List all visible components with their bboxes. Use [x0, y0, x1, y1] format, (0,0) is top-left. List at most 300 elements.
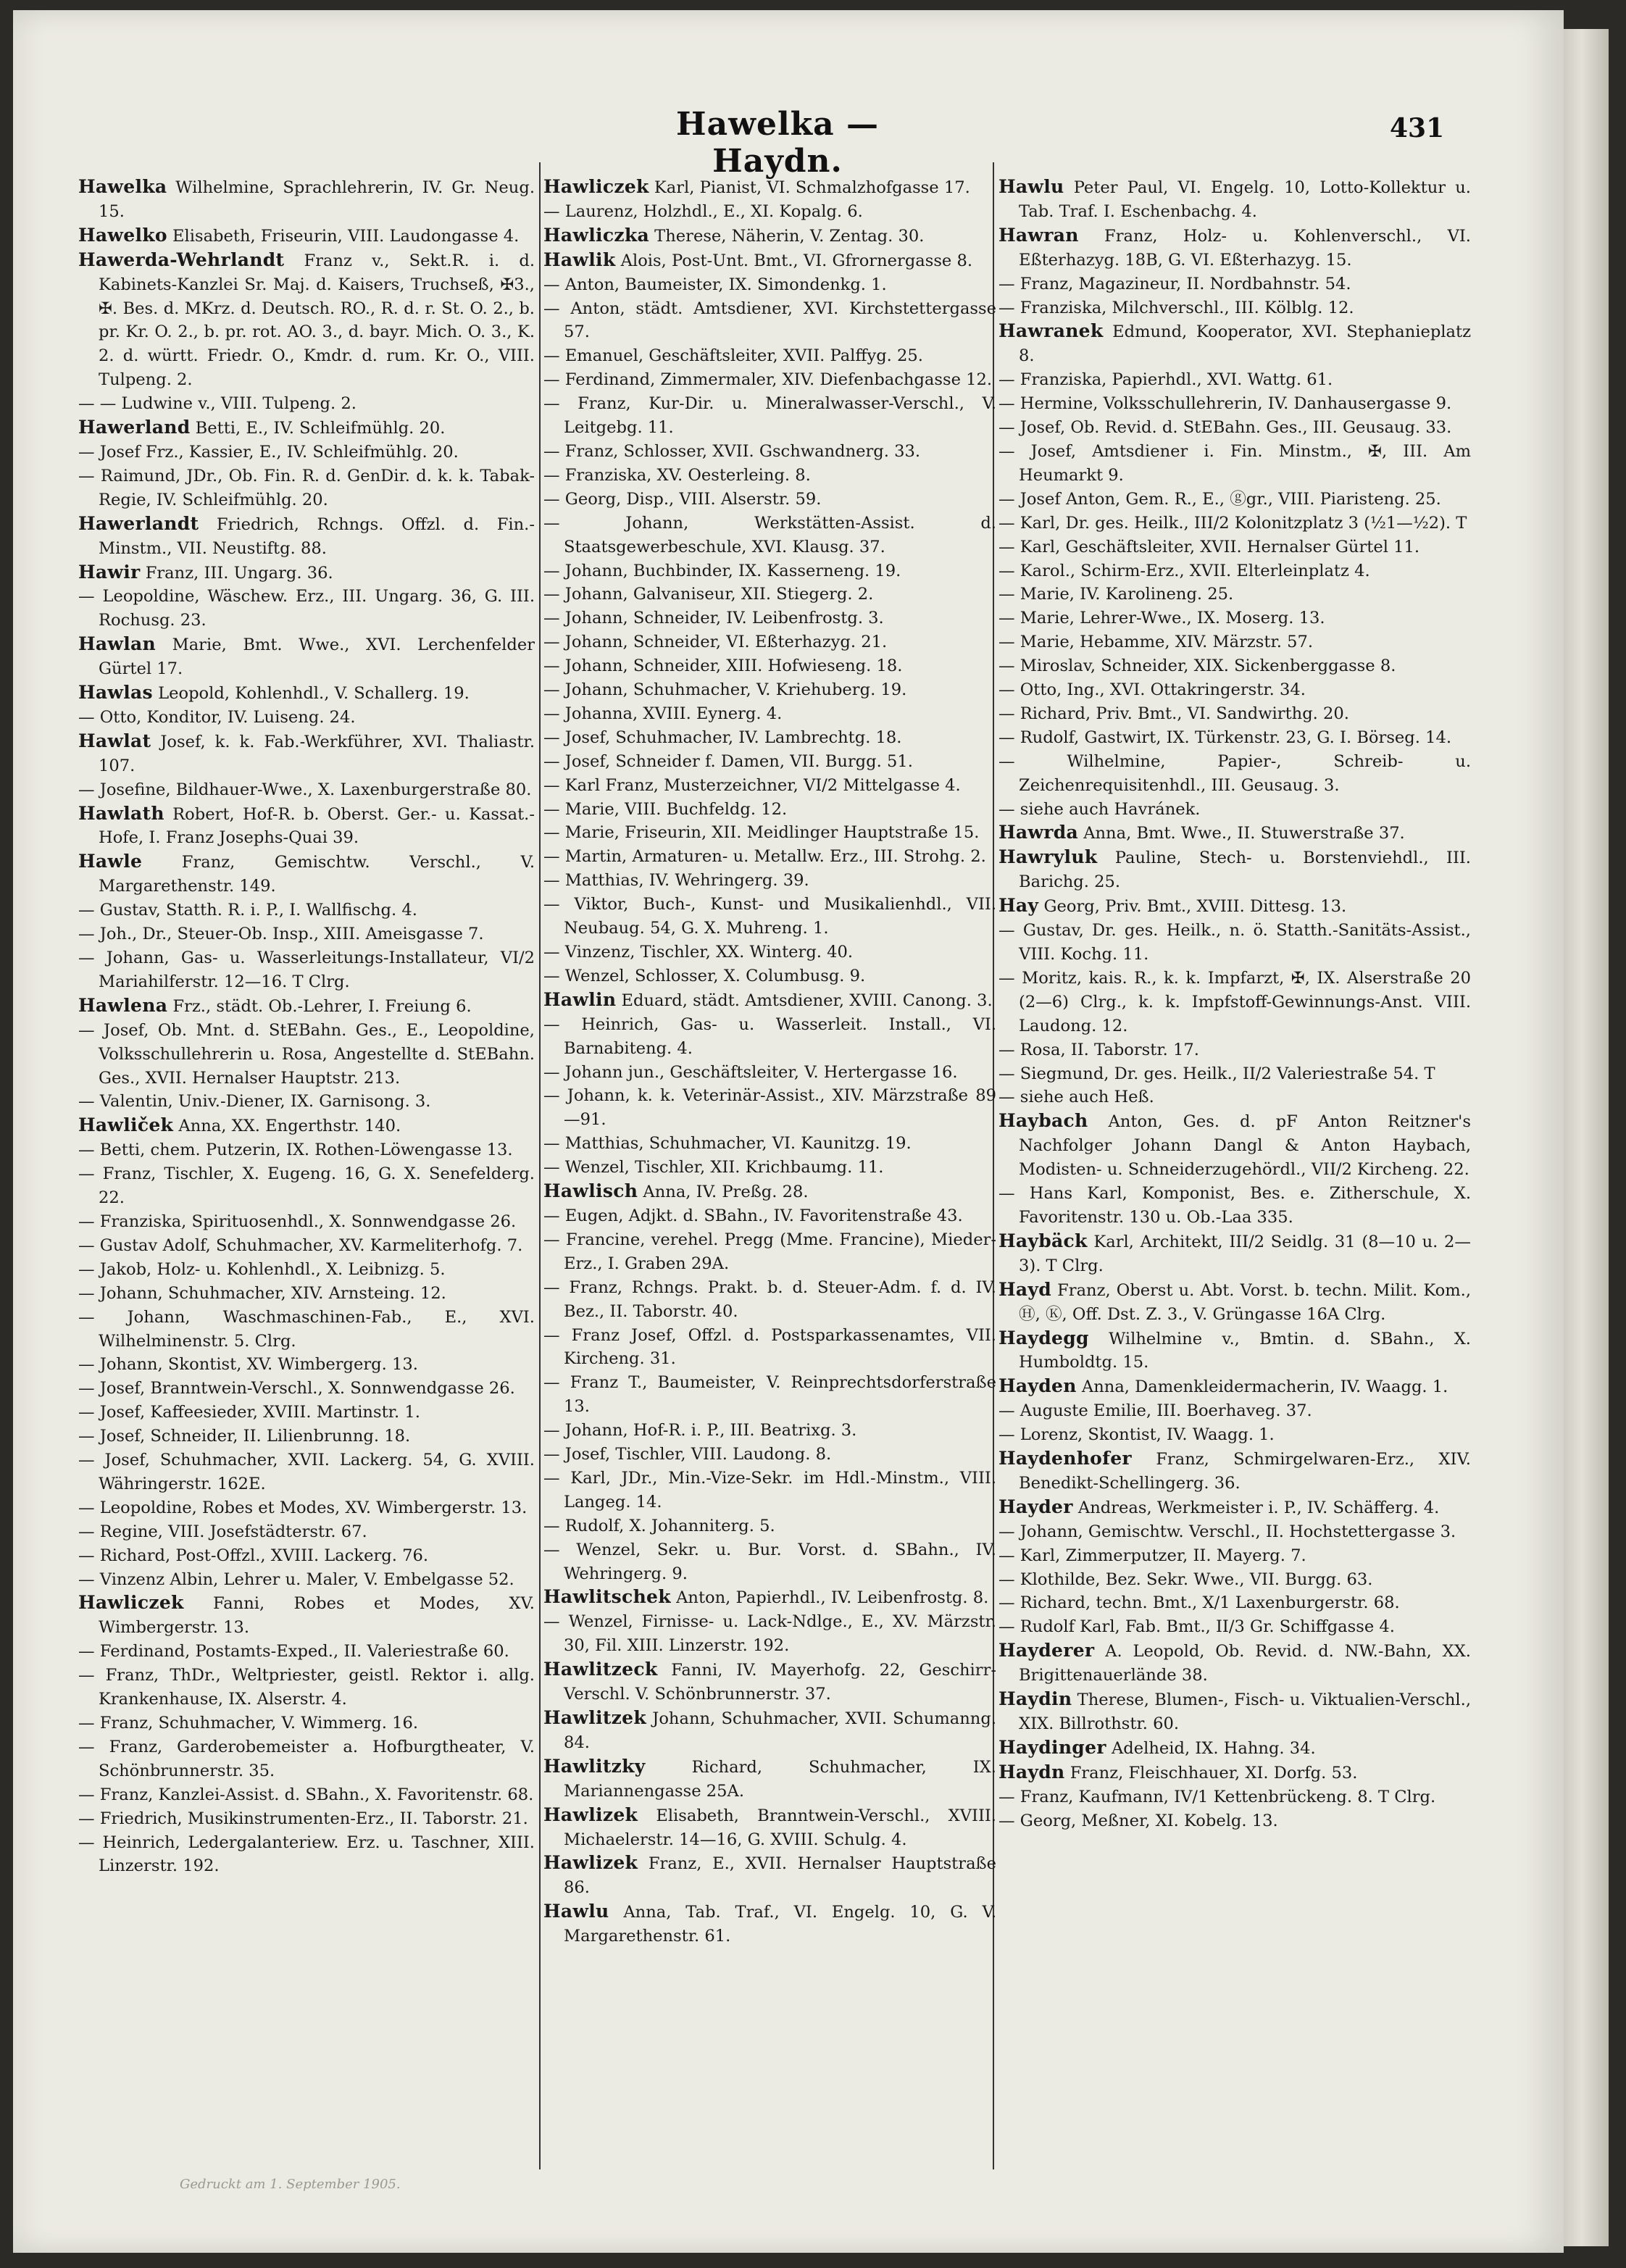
entry-surname: Hawlitschek	[543, 1586, 671, 1608]
directory-entry	[543, 702, 996, 726]
directory-entry	[998, 750, 1471, 798]
entry-details: — Josef, Ob. Mnt. d. StEBahn. Ges., E., Leopoldine, Volksschullehrerin u. Rosa, Angestellte d. StEBahn. Ges., XVII. Hernalser Hauptstr. 213.	[78, 1020, 535, 1088]
directory-entry	[78, 1712, 535, 1735]
entry-details: — Josefine, Bildhauer-Wwe., X. Laxenburgerstraße 80.	[78, 780, 532, 799]
directory-entry	[998, 1544, 1471, 1568]
entry-details: — Klothilde, Bez. Sekr. Wwe., VII. Burgg. 63.	[998, 1569, 1373, 1589]
entry-details: — Gustav, Statth. R. i. P., I. Wallfischg. 4.	[78, 901, 417, 920]
entry-surname: Hawlitzeck	[543, 1659, 658, 1680]
directory-entry	[543, 249, 996, 273]
entry-details: — Johann, Schneider, XIII. Hofwieseng. 18.	[543, 656, 903, 676]
entry-details: — Franz, Schuhmacher, V. Wimmerg. 16.	[78, 1714, 419, 1733]
directory-entry	[543, 583, 996, 606]
directory-entry	[78, 1640, 535, 1664]
entry-details: — Wenzel, Firnisse- u. Lack-Ndlge., E., XV. Märzstr. 30, Fil. XIII. Linzerstr. 192.	[543, 1612, 996, 1656]
directory-entry	[78, 1735, 535, 1783]
entry-details: — Regine, VIII. Josefstädterstr. 67.	[78, 1522, 367, 1541]
directory-entry	[78, 441, 535, 464]
entry-details: — Wenzel, Schlosser, X. Columbusg. 9.	[543, 966, 866, 985]
entry-details: Alois, Post-Unt. Bmt., VI. Gfrornergasse 8.	[620, 251, 973, 270]
entry-details: — Franz, ThDr., Weltpriester, geistl. Rektor i. allg. Krankenhause, IX. Alserstr. 4.	[78, 1666, 535, 1709]
directory-entry	[78, 1019, 535, 1091]
entry-details: Karl, Pianist, VI. Schmalzhofgasse 17.	[654, 178, 970, 197]
entry-details: — Franz Josef, Offzl. d. Postsparkassenamtes, VII. Kircheng. 31.	[543, 1325, 996, 1369]
directory-entry	[998, 1327, 1471, 1375]
directory-entry	[543, 1658, 996, 1706]
entry-details: — siehe auch Heß.	[998, 1088, 1154, 1107]
entry-details: Franz, Holz- u. Kohlenverschl., VI. Eßterhazyg. 18B, G. VI. Eßterhazyg. 15.	[1019, 226, 1471, 270]
directory-entry	[998, 678, 1471, 702]
entry-details: — Friedrich, Musikinstrumenten-Erz., II. Taborstr. 21.	[78, 1809, 528, 1828]
entry-details: — Georg, Disp., VIII. Alserstr. 59.	[543, 489, 822, 509]
entry-details: — Wenzel, Sekr. u. Bur. Vorst. d. SBahn., IV. Wehringerg. 9.	[543, 1540, 996, 1583]
entry-details: — Lorenz, Skontist, IV. Waagg. 1.	[998, 1425, 1275, 1445]
entry-details: Marie, Bmt. Wwe., XVI. Lerchenfelder Gürtel 17.	[99, 635, 535, 679]
directory-entry	[998, 583, 1471, 606]
entry-details: Anna, Bmt. Wwe., II. Stuwerstraße 37.	[1083, 824, 1405, 843]
directory-entry	[998, 1591, 1471, 1615]
directory-entry	[543, 654, 996, 678]
entry-surname: Haybäck	[998, 1230, 1088, 1251]
directory-entry	[78, 681, 535, 706]
entry-details: Robert, Hof-R. b. Oberst. Ger.- u. Kassat.-Hofe, I. Franz Josephs-Quai 39.	[99, 804, 535, 848]
entry-surname: Hayd	[998, 1278, 1052, 1300]
directory-entry	[78, 1544, 535, 1568]
entry-details: — Franz, Magazineur, II. Nordbahnstr. 54.	[998, 274, 1351, 293]
entry-details: — Josef, Amtsdiener i. Fin. Minstm., ✠, III. Am Heumarkt 9.	[998, 441, 1471, 485]
entry-details: — Franziska, Spirituosenhdl., X. Sonnwendgasse 26.	[78, 1212, 517, 1231]
entry-surname: Hawlath	[78, 802, 164, 824]
entry-details: — Siegmund, Dr. ges. Heilk., II/2 Valeriestraße 54. T	[998, 1064, 1435, 1083]
column-2	[543, 175, 996, 2233]
directory-entry	[998, 702, 1471, 726]
directory-entry	[998, 1182, 1471, 1230]
print-note: Gedruckt am 1. September 1905.	[180, 2177, 401, 2192]
entry-surname: Hawerland	[78, 417, 191, 438]
entry-details: — Martin, Armaturen- u. Metallw. Erz., III. Strohg. 2.	[543, 847, 986, 867]
entry-details: Therese, Blumen-, Fisch- u. Viktualien-Verschl., XIX. Billrothstr. 60.	[1019, 1690, 1471, 1733]
directory-entry	[998, 919, 1471, 967]
entry-details: — Josef, Ob. Revid. d. StEBahn. Ges., III. Geusaug. 33.	[998, 418, 1452, 438]
entry-surname: Hawlizek	[543, 1804, 638, 1825]
entry-surname: Haydegg	[998, 1327, 1089, 1348]
directory-entry	[543, 1084, 996, 1132]
entry-details: — Josef Anton, Gem. R., E., ⓖgr., VIII. Piaristeng. 25.	[998, 489, 1441, 509]
entry-details: Franz, E., XVII. Hernalser Hauptstraße 86.	[564, 1854, 996, 1898]
directory-entry	[543, 1538, 996, 1586]
entry-details: — Franz T., Baumeister, V. Reinprechtsdorferstraße 13.	[543, 1373, 996, 1417]
entry-details: — Otto, Ing., XVI. Ottakringerstr. 34.	[998, 680, 1306, 700]
entry-details: — Karl Franz, Musterzeichner, VI/2 Mittelgasse 4.	[543, 775, 961, 795]
directory-entry	[543, 941, 996, 964]
directory-entry	[543, 1324, 996, 1372]
entry-details: — Rudolf, X. Johanniterg. 5.	[543, 1516, 775, 1535]
directory-entry	[78, 1353, 535, 1377]
entry-details: Georg, Priv. Bmt., XVIII. Dittesg. 13.	[1043, 897, 1347, 917]
entry-details: Betti, E., IV. Schleifmühlg. 20.	[195, 419, 446, 438]
entry-details: — Marie, Friseurin, XII. Meidlinger Hauptstraße 15.	[543, 823, 980, 843]
entry-surname: Haydn	[998, 1761, 1065, 1783]
entry-details: — Miroslav, Schneider, XIX. Sickenberggasse 8.	[998, 656, 1396, 676]
entry-details: — Viktor, Buch-, Kunst- und Musikalienhdl., VII. Neubaug. 54, G. X. Muhreng. 1.	[543, 895, 996, 938]
page-header	[13, 106, 1564, 180]
directory-entry	[543, 1514, 996, 1538]
directory-entry	[543, 464, 996, 488]
column-3	[998, 175, 1471, 2233]
directory-entry	[78, 1831, 535, 1879]
entry-details: Johann, Schuhmacher, XVII. Schumanng. 84.	[564, 1709, 996, 1752]
directory-entry	[78, 1114, 535, 1138]
directory-entry	[78, 1425, 535, 1448]
directory-entry	[998, 1520, 1471, 1544]
entry-details: — Johann, Gemischtw. Verschl., II. Hochstettergasse 3.	[998, 1522, 1456, 1541]
directory-entry	[543, 440, 996, 464]
directory-entry	[998, 654, 1471, 678]
entry-details: Pauline, Stech- u. Borstenviehdl., III. Barichg. 25.	[1019, 849, 1471, 892]
entry-details: — Franz, Rchngs. Prakt. b. d. Steuer-Adm. f. d. IV. Bez., II. Taborstr. 40.	[543, 1277, 996, 1321]
entry-details: Franz, Oberst u. Abt. Vorst. b. techn. Milit. Kom., Ⓗ, Ⓚ, Off. Dst. Z. 3., V. Grüngasse 16A Clrg.	[1019, 1280, 1471, 1324]
entry-details: — Rudolf Karl, Fab. Bmt., II/3 Gr. Schiffgasse 4.	[998, 1617, 1395, 1637]
directory-entry	[543, 1419, 996, 1443]
directory-entry	[78, 561, 535, 585]
entry-surname: Haydinger	[998, 1736, 1106, 1758]
directory-entry	[998, 392, 1471, 416]
directory-entry	[78, 899, 535, 922]
directory-entry	[543, 200, 996, 224]
entry-details: — Franz, Garderobemeister a. Hofburgtheater, V. Schönbrunnerstr. 35.	[78, 1737, 535, 1780]
entry-details: — Johann, Gas- u. Wasserleitungs-Installateur, VI/2 Mariahilferstr. 12—16. T Clrg.	[78, 949, 535, 991]
directory-entry	[543, 1900, 996, 1948]
entry-details: — Johann, Skontist, XV. Wimbergerg. 13.	[78, 1355, 418, 1375]
directory-entry	[543, 606, 996, 630]
entry-details: — Marie, Lehrer-Wwe., IX. Moserg. 13.	[998, 609, 1325, 628]
directory-entry	[543, 821, 996, 845]
directory-entry	[998, 1809, 1471, 1833]
entry-surname: Hawlisch	[543, 1180, 638, 1202]
entry-details: — Karl, Geschäftsleiter, XVII. Hernalser Gürtel 11.	[998, 537, 1420, 556]
entry-details: — Richard, techn. Bmt., X/1 Laxenburgerstr. 68.	[998, 1593, 1400, 1613]
directory-page	[13, 10, 1564, 2253]
entry-details: — Georg, Meßner, XI. Kobelg. 13.	[998, 1811, 1278, 1830]
directory-entry	[78, 706, 535, 730]
entry-details: — Franz, Schlosser, XVII. Gschwandnerg. 33.	[543, 441, 921, 461]
entry-details: — Ferdinand, Zimmermaler, XIV. Diefenbachgasse 12.	[543, 370, 993, 390]
entry-details: — Marie, IV. Karolineng. 25.	[998, 585, 1234, 604]
entry-details: Anton, Papierhdl., IV. Leibenfrostg. 8.	[676, 1588, 989, 1608]
entry-surname: Hawlu	[998, 176, 1064, 197]
entry-details: Leopold, Kohlenhdl., V. Schallerg. 19.	[158, 684, 470, 704]
directory-entry	[543, 1180, 996, 1204]
directory-entry	[78, 1591, 535, 1640]
directory-entry	[78, 1282, 535, 1306]
directory-entry	[78, 922, 535, 946]
directory-entry	[543, 869, 996, 893]
directory-entry	[78, 1807, 535, 1831]
directory-entry	[543, 1371, 996, 1419]
directory-entry	[998, 821, 1471, 846]
entry-details: Anna, IV. Preßg. 28.	[643, 1183, 809, 1202]
entry-details: — Josef, Kaffeesieder, XVIII. Martinstr. 1.	[78, 1403, 420, 1422]
entry-details: — Raimund, JDr., Ob. Fin. R. d. GenDir. d. k. k. Tabak-Regie, IV. Schleifmühlg. 20.	[78, 466, 535, 509]
entry-surname: Hawran	[998, 224, 1079, 246]
entry-surname: Hawerlandt	[78, 512, 199, 534]
entry-details: — Johann, Hof-R. i. P., III. Beatrixg. 3.	[543, 1421, 857, 1441]
entry-details: — Moritz, kais. R., k. k. Impfarzt, ✠, IX. Alserstraße 20 (2—6) Clrg., k. k. Impfstoff-Gewinnungs-Anst. VIII. Laudong. 12.	[998, 968, 1471, 1035]
entry-details: — Heinrich, Gas- u. Wasserleit. Install., VI. Barnabiteng. 4.	[543, 1014, 996, 1058]
entry-details: — Vinzenz Albin, Lehrer u. Maler, V. Embelgasse 52.	[78, 1569, 514, 1589]
directory-entry	[78, 946, 535, 994]
directory-entry	[998, 1375, 1471, 1399]
directory-entry	[543, 1204, 996, 1228]
directory-entry	[78, 1448, 535, 1496]
entry-surname: Haybach	[998, 1110, 1088, 1132]
entry-details: Franz, III. Ungarg. 36.	[145, 563, 333, 583]
entry-details: — Eugen, Adjkt. d. SBahn., IV. Favoritenstraße 43.	[543, 1206, 963, 1225]
entry-surname: Hawlitzek	[543, 1707, 647, 1728]
entry-details: Anna, Tab. Traf., VI. Engelg. 10, G. V. Margarethenstr. 61.	[564, 1903, 996, 1946]
page-edge	[1564, 29, 1609, 2246]
directory-entry	[78, 464, 535, 512]
entry-details: — Franziska, XV. Oesterleing. 8.	[543, 465, 811, 485]
directory-entry	[543, 1610, 996, 1658]
entry-details: — Emanuel, Geschäftsleiter, XVII. Palffyg. 25.	[543, 346, 923, 366]
entry-details: Andreas, Werkmeister i. P., IV. Schäfferg. 4.	[1077, 1498, 1440, 1517]
directory-entry	[78, 224, 535, 249]
entry-details: — Johann, Schneider, VI. Eßterhazyg. 21.	[543, 633, 888, 652]
entry-details: — Gustav Adolf, Schuhmacher, XV. Karmeliterhofg. 7.	[78, 1235, 523, 1255]
directory-entry	[543, 224, 996, 249]
directory-entry	[998, 1399, 1471, 1423]
entry-details: — Richard, Post-Offzl., XVIII. Lackerg. 76.	[78, 1546, 429, 1565]
directory-entry	[78, 1496, 535, 1520]
directory-entry	[543, 774, 996, 798]
directory-entry	[543, 1276, 996, 1324]
directory-entry	[543, 175, 996, 200]
directory-entry	[543, 964, 996, 988]
entry-details: — Auguste Emilie, III. Boerhaveg. 37.	[998, 1401, 1312, 1421]
entry-surname: Hayden	[998, 1375, 1077, 1397]
directory-entry	[998, 320, 1471, 368]
directory-entry	[78, 175, 535, 224]
directory-entry	[998, 1109, 1471, 1182]
page-number: 431	[1390, 113, 1445, 143]
directory-entry	[543, 1156, 996, 1180]
entry-details: — Francine, verehel. Pregg (Mme. Francine), Mieder-Erz., I. Graben 29A.	[543, 1230, 996, 1273]
entry-details: — Johann, k. k. Veterinär-Assist., XIV. Märzstraße 89—91.	[543, 1086, 996, 1130]
directory-entry	[998, 1639, 1471, 1688]
entry-details: — Josef, Schuhmacher, XVII. Lackerg. 54, G. XVIII. Währingerstr. 162E.	[78, 1451, 535, 1493]
directory-entry	[543, 1467, 996, 1514]
entry-surname: Hawrda	[998, 822, 1078, 843]
directory-entry	[78, 778, 535, 802]
entry-details: — Franz, Kur-Dir. u. Mineralwasser-Verschl., V. Leitgebg. 11.	[543, 394, 996, 438]
directory-entry	[998, 175, 1471, 224]
directory-entry	[543, 512, 996, 559]
entry-details: — Wenzel, Tischler, XII. Krichbaumg. 11.	[543, 1158, 884, 1177]
entry-details: — Anton, städt. Amtsdiener, XVI. Kirchstettergasse 57.	[543, 299, 996, 342]
entry-details: Franz, Gemischtw. Verschl., V. Margarethenstr. 149.	[99, 853, 535, 896]
directory-entry	[998, 630, 1471, 654]
entry-details: — Matthias, IV. Wehringerg. 39.	[543, 871, 809, 891]
entry-surname: Hawelko	[78, 224, 167, 246]
directory-entry	[543, 1585, 996, 1610]
column-rule	[539, 162, 541, 2169]
directory-entry	[998, 1447, 1471, 1496]
entry-details: — Joh., Dr., Steuer-Ob. Insp., XIII. Ameisgasse 7.	[78, 925, 484, 944]
directory-entry	[543, 392, 996, 440]
entry-details: — Anton, Baumeister, IX. Simondenkg. 1.	[543, 275, 887, 294]
directory-entry	[78, 1306, 535, 1354]
entry-details: — Jakob, Holz- u. Kohlenhdl., X. Leibnizg. 5.	[78, 1259, 446, 1279]
entry-details: — siehe auch Havránek.	[998, 799, 1201, 819]
directory-entry	[998, 1688, 1471, 1736]
entry-details: — Josef, Schneider f. Damen, VII. Burgg. 51.	[543, 751, 913, 771]
directory-entry	[998, 798, 1471, 822]
directory-entry	[78, 1138, 535, 1162]
directory-entry	[543, 893, 996, 941]
entry-details: A. Leopold, Ob. Revid. d. NW.-Bahn, XX. Brigittenauerlände 38.	[1019, 1642, 1471, 1685]
entry-details: Franz v., Sekt.R. i. d. Kabinets-Kanzlei Sr. Maj. d. Kaisers, Truchseß, ✠3., ✠. Bes. d. MKrz. d. Deutsch. RO., R. d. r. St. O. 2., b. pr. Kr. O. 2., b. pr. rot. AO. 3., d. bayr. Mich. O. 3., K. 2. d. württ. Friedr. O., Kmdr. d. rum. Kr. O., VIII. Tulpeng. 2.	[99, 251, 535, 390]
directory-entry	[78, 994, 535, 1019]
directory-entry	[998, 1085, 1471, 1109]
entry-details: — Franziska, Papierhdl., XVI. Wattg. 61.	[998, 370, 1333, 390]
entry-details: — Franziska, Milchverschl., III. Kölblg. 12.	[998, 298, 1354, 317]
entry-details: — Franz, Tischler, X. Eugeng. 16, G. X. Senefelderg. 22.	[78, 1164, 535, 1208]
entry-surname: Hawle	[78, 851, 143, 872]
directory-entry	[998, 224, 1471, 272]
directory-entry	[78, 633, 535, 681]
entry-details: — Hermine, Volksschullehrerin, IV. Danhausergasse 9.	[998, 394, 1452, 414]
directory-entry	[998, 416, 1471, 440]
entry-details: — Gustav, Dr. ges. Heilk., n. ö. Statth.-Sanitäts-Assist., VIII. Kochg. 11.	[998, 921, 1471, 964]
directory-entry	[78, 1090, 535, 1114]
entry-surname: Hawliczek	[78, 1592, 184, 1614]
entry-surname: Hawelka	[78, 176, 167, 197]
entry-details: Franz, Schmirgelwaren-Erz., XIV. Benedikt-Schellingerg. 36.	[1019, 1450, 1471, 1493]
directory-entry	[998, 894, 1471, 919]
entry-details: Therese, Näherin, V. Zentag. 30.	[654, 226, 925, 246]
directory-entry	[78, 1783, 535, 1807]
directory-entry	[78, 1210, 535, 1234]
entry-details: Elisabeth, Friseurin, VIII. Laudongasse 4.	[172, 226, 520, 246]
directory-entry	[543, 798, 996, 822]
directory-entry	[998, 1615, 1471, 1639]
entry-surname: Hawlitzky	[543, 1755, 646, 1777]
entry-details: — Johann jun., Geschäftsleiter, V. Hertergasse 16.	[543, 1062, 958, 1082]
directory-entry	[543, 1132, 996, 1156]
entry-details: — Franz, Kaufmann, IV/1 Kettenbrückeng. 8. T Clrg.	[998, 1787, 1436, 1806]
directory-entry	[78, 1664, 535, 1712]
entry-details: — Josef, Tischler, VIII. Laudong. 8.	[543, 1445, 832, 1464]
entry-details: — Heinrich, Ledergalanteriew. Erz. u. Taschner, XIII. Linzerstr. 192.	[78, 1833, 535, 1876]
entry-surname: Hawlan	[78, 633, 157, 655]
directory-entry	[78, 416, 535, 441]
entry-details: Josef, k. k. Fab.-Werkführer, XVI. Thaliastr. 107.	[99, 732, 535, 775]
directory-entry	[78, 850, 535, 899]
entry-surname: Hawliczka	[543, 224, 649, 246]
entry-surname: Hawryluk	[998, 846, 1098, 868]
entry-details: — Rudolf, Gastwirt, IX. Türkenstr. 23, G. I. Börseg. 14.	[998, 727, 1452, 747]
entry-details: Friedrich, Rchngs. Offzl. d. Fin.-Minstm., VII. Neustiftg. 88.	[99, 514, 535, 558]
directory-entry	[78, 1258, 535, 1282]
directory-entry	[998, 1736, 1471, 1761]
entry-details: Frz., städt. Ob.-Lehrer, I. Freiung 6.	[172, 996, 472, 1016]
entry-details: — Karol., Schirm-Erz., XVII. Elterleinplatz 4.	[998, 561, 1370, 580]
entry-details: — Marie, VIII. Buchfeldg. 12.	[543, 799, 788, 819]
entry-details: — Karl, Dr. ges. Heilk., III/2 Kolonitzplatz 3 (½1—½2). T	[998, 513, 1467, 533]
entry-surname: Hawranek	[998, 320, 1104, 342]
directory-entry	[543, 1228, 996, 1276]
entry-details: Edmund, Kooperator, XVI. Stephanieplatz 8.	[1019, 322, 1471, 366]
entry-details: — Johann, Buchbinder, IX. Kasserneng. 19.	[543, 561, 901, 580]
entry-details: Anna, XX. Engerthstr. 140.	[178, 1117, 401, 1136]
entry-details: Adelheid, IX. Hahng. 34.	[1111, 1738, 1316, 1758]
entry-details: Anna, Damenkleidermacherin, IV. Waagg. 1.	[1081, 1377, 1448, 1397]
directory-entry	[998, 967, 1471, 1038]
directory-entry	[998, 272, 1471, 296]
directory-entry	[998, 368, 1471, 392]
entry-details: — Laurenz, Holzhdl., E., XI. Kopalg. 6.	[543, 201, 863, 221]
directory-entry	[78, 392, 535, 416]
directory-entry	[998, 1062, 1471, 1086]
directory-entry	[543, 1013, 996, 1061]
entry-details: — — Ludwine v., VIII. Tulpeng. 2.	[78, 394, 357, 414]
entry-details: — Hans Karl, Komponist, Bes. e. Zitherschule, X. Favoritenstr. 130 u. Ob.-Laa 335.	[998, 1184, 1471, 1227]
entry-surname: Hawlu	[543, 1901, 609, 1922]
directory-entry	[543, 559, 996, 583]
entry-surname: Haydin	[998, 1688, 1072, 1710]
directory-entry	[998, 1761, 1471, 1785]
directory-entry	[543, 726, 996, 750]
directory-entry	[78, 249, 535, 392]
directory-entry	[998, 1423, 1471, 1447]
entry-details: — Josef, Schuhmacher, IV. Lambrechtg. 18.	[543, 727, 902, 747]
entry-details: — Leopoldine, Wäschew. Erz., III. Ungarg. 36, G. III. Rochusg. 23.	[78, 587, 535, 630]
directory-entry	[543, 1443, 996, 1467]
entry-surname: Hawerda-Wehrlandt	[78, 249, 285, 270]
entry-details: — Matthias, Schuhmacher, VI. Kaunitzg. 19.	[543, 1134, 912, 1154]
directory-entry	[78, 730, 535, 778]
entry-details: — Leopoldine, Robes et Modes, XV. Wimbergerstr. 13.	[78, 1498, 528, 1517]
directory-entry	[543, 1755, 996, 1804]
directory-entry	[78, 1377, 535, 1401]
entry-details: — Otto, Konditor, IV. Luiseng. 24.	[78, 707, 356, 727]
entry-details: — Johann, Schuhmacher, XIV. Arnsteing. 12.	[78, 1283, 446, 1303]
directory-entry	[543, 988, 996, 1013]
entry-details: — Marie, Hebamme, XIV. Märzstr. 57.	[998, 633, 1314, 652]
entry-surname: Hawliček	[78, 1114, 174, 1136]
directory-entry	[998, 606, 1471, 630]
entry-details: — Josef, Branntwein-Verschl., X. Sonnwendgasse 26.	[78, 1379, 515, 1398]
entry-details: — Josef Frz., Kassier, E., IV. Schleifmühlg. 20.	[78, 442, 459, 462]
directory-entry	[78, 1162, 535, 1210]
directory-entry	[78, 1234, 535, 1258]
directory-entry	[998, 512, 1471, 535]
entry-surname: Hawir	[78, 561, 141, 583]
entry-details: — Johanna, XVIII. Eynerg. 4.	[543, 704, 783, 723]
directory-entry	[998, 726, 1471, 750]
directory-entry	[998, 846, 1471, 894]
entry-details: Fanni, Robes et Modes, XV. Wimbergerstr. 13.	[99, 1594, 535, 1638]
entry-details: Wilhelmine, Sprachlehrerin, IV. Gr. Neug. 15.	[99, 178, 535, 221]
directory-entry	[998, 559, 1471, 583]
directory-entry	[543, 750, 996, 774]
entry-details: Fanni, IV. Mayerhofg. 22, Geschirr-Verschl. V. Schönbrunnerstr. 37.	[564, 1661, 996, 1704]
entry-details: — Karl, JDr., Min.-Vize-Sekr. im Hdl.-Minstm., VIII. Langeg. 14.	[543, 1468, 996, 1512]
directory-entry	[78, 512, 535, 561]
directory-entry	[543, 488, 996, 512]
entry-details: — Johann, Schneider, IV. Leibenfrostg. 3.	[543, 609, 884, 628]
